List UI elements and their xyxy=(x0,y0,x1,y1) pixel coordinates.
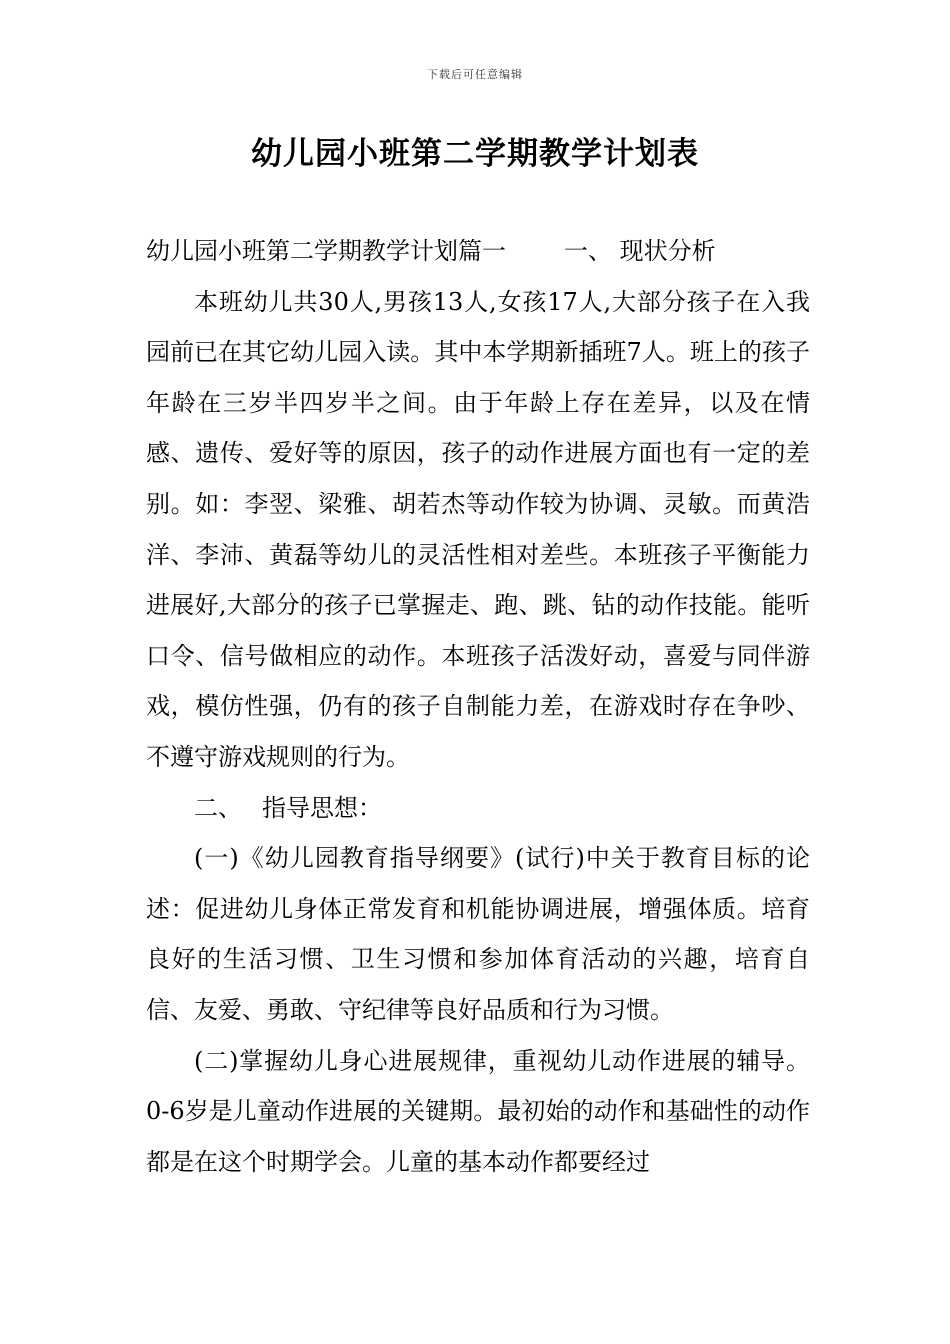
section-subtitle-line xyxy=(146,226,810,277)
header-note: 下载后可任意编辑 xyxy=(427,68,523,81)
document-title: 幼儿园小班第二学期教学计划表 xyxy=(251,136,699,172)
section-one-heading: 一、 现状分析 xyxy=(564,237,716,265)
section-two-heading xyxy=(146,783,810,834)
section-two-title: 指导思想： xyxy=(262,793,382,822)
section-two-number: 二、 xyxy=(194,793,242,822)
paragraph-guiding-one: (一)《幼儿园教育指导纲要》(试行)中关于教育目标的论述：促进幼儿身体正常发育和机能协调进展，增强体质。培育良好的生活习惯、卫生习惯和参加体育活动的兴趣，培育自信、友爱、勇敢、守纪律等良好品质和行为习惯。 xyxy=(146,844,810,1024)
paragraph-analysis: 本班幼儿共30人,男孩13人,女孩17人,大部分孩子在入我园前已在其它幼儿园入读。其中本学期新插班7人。班上的孩子年龄在三岁半四岁半之间。由于年龄上存在差异，以及在情感、遗传、爱好等的原因，孩子的动作进展方面也有一定的差别。如：李翌、梁雅、胡若杰等动作较为协调、灵敏。而黄浩洋、李沛、黄磊等幼儿的灵活性相对差些。本班孩子平衡能力进展好,大部分的孩子已掌握走、跑、跳、钻的动作技能。能听口令、信号做相应的动作。本班孩子活泼好动，喜爱与同伴游戏，模仿性强，仍有的孩子自制能力差，在游戏时存在争吵、不遵守游戏规则的行为。 xyxy=(146,287,810,771)
document-body xyxy=(146,226,810,1187)
paragraph-guiding-two: (二)掌握幼儿身心进展规律，重视幼儿动作进展的辅导。0-6岁是儿童动作进展的关键期。最初始的动作和基础性的动作都是在这个时期学会。儿童的基本动作都要经过 xyxy=(146,1046,810,1176)
subtitle-left: 幼儿园小班第二学期教学计划篇一 xyxy=(146,237,506,265)
